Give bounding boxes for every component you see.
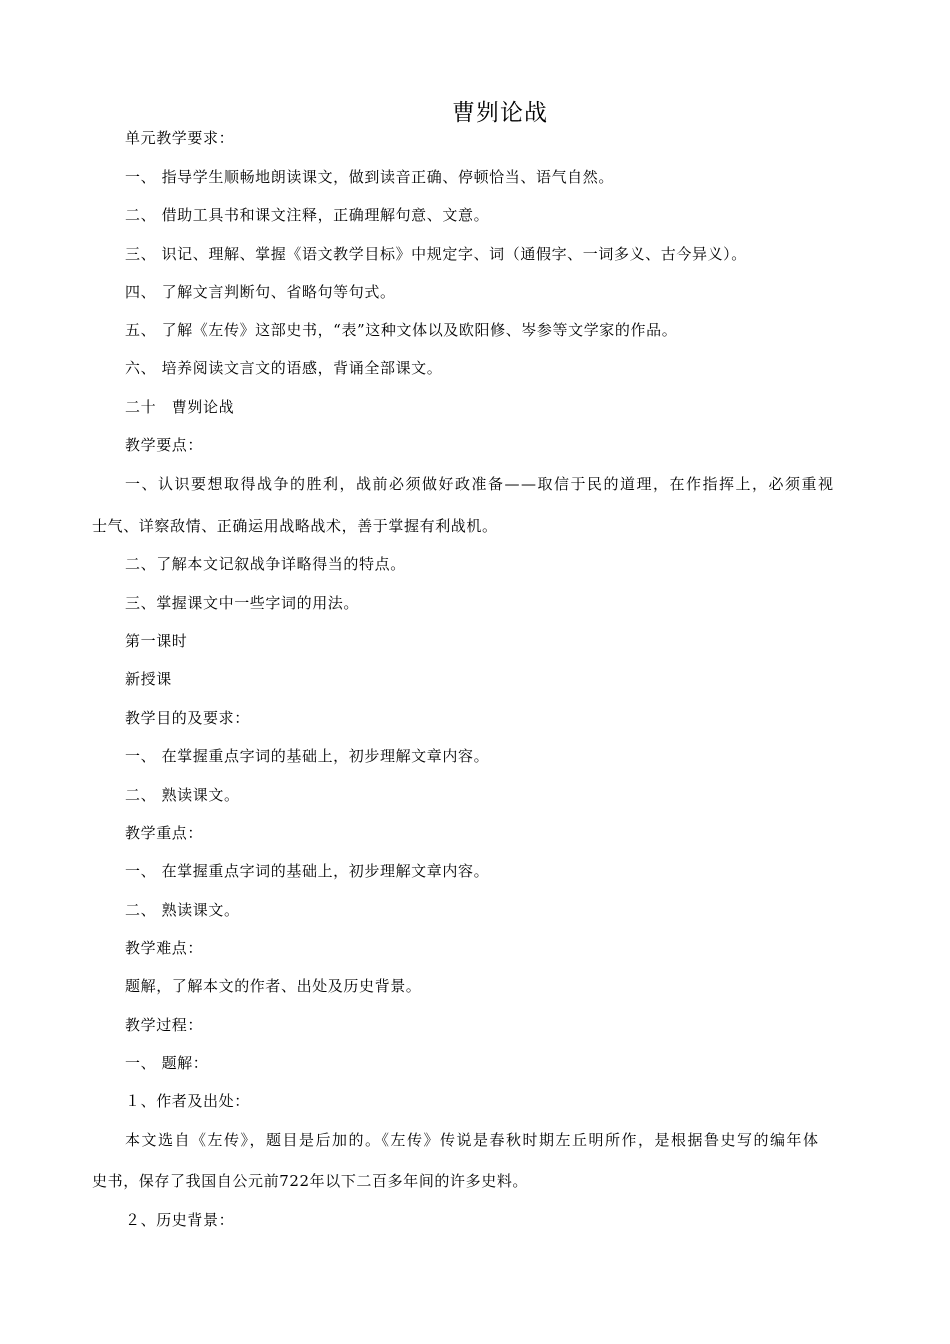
text-line-unit-requirements: 单元教学要求： — [125, 129, 235, 147]
text-line: 五、 了解《左传》这部史书，“表”这种文体以及欧阳修、岑参等文学家的作品。 — [125, 321, 678, 339]
text-line: 题解，了解本文的作者、出处及历史背景。 — [125, 977, 422, 995]
document-title: 曹刿论战 — [452, 100, 548, 126]
text-line: 士气、详察敌情、正确运用战略战术，善于掌握有利战机。 — [92, 517, 498, 535]
text-line: 一、 指导学生顺畅地朗读课文，做到读音正确、停顿恰当、语气自然。 — [125, 168, 614, 186]
text-line: 二、 熟读课文。 — [125, 786, 240, 804]
lesson-heading: 二十 曹刿论战 — [125, 398, 235, 416]
text-line: 一、 在掌握重点字词的基础上，初步理解文章内容。 — [125, 747, 490, 765]
text-line: 一、认识要想取得战争的胜利，战前必须做好政准备——取信于民的道理，在作指挥上，必须重视 — [125, 475, 835, 493]
text-line: 二、 借助工具书和课文注释，正确理解句意、文意。 — [125, 206, 490, 224]
text-line: 二、了解本文记叙战争详略得当的特点。 — [125, 555, 406, 573]
text-line: 教学重点： — [125, 824, 204, 842]
text-line: 教学难点： — [125, 939, 204, 957]
text-line: 二、 熟读课文。 — [125, 901, 240, 919]
text-line: 六、 培养阅读文言文的语感，背诵全部课文。 — [125, 359, 443, 377]
text-line: 四、 了解文言判断句、省略句等句式。 — [125, 283, 396, 301]
text-line: 教学目的及要求： — [125, 709, 250, 727]
text-line: 一、 在掌握重点字词的基础上，初步理解文章内容。 — [125, 862, 490, 880]
text-line: 史书，保存了我国自公元前722年以下二百多年间的许多史料。 — [92, 1172, 529, 1190]
text-line-first-period: 第一课时 — [125, 632, 188, 650]
text-line: 本文选自《左传》，题目是后加的。《左传》传说是春秋时期左丘明所作，是根据鲁史写的编年体 — [125, 1131, 820, 1149]
text-line: 教学过程： — [125, 1016, 204, 1034]
text-line-teaching-points: 教学要点： — [125, 436, 204, 454]
text-line: １、作者及出处： — [125, 1092, 250, 1110]
text-line: 新授课 — [125, 670, 172, 688]
text-line: 一、 题解： — [125, 1054, 209, 1072]
text-line: 三、掌握课文中一些字词的用法。 — [125, 594, 360, 612]
text-line: ２、历史背景： — [125, 1211, 235, 1229]
text-line: 三、 识记、理解、掌握《语文教学目标》中规定字、词（通假字、一词多义、古今异义）。 — [125, 245, 747, 263]
